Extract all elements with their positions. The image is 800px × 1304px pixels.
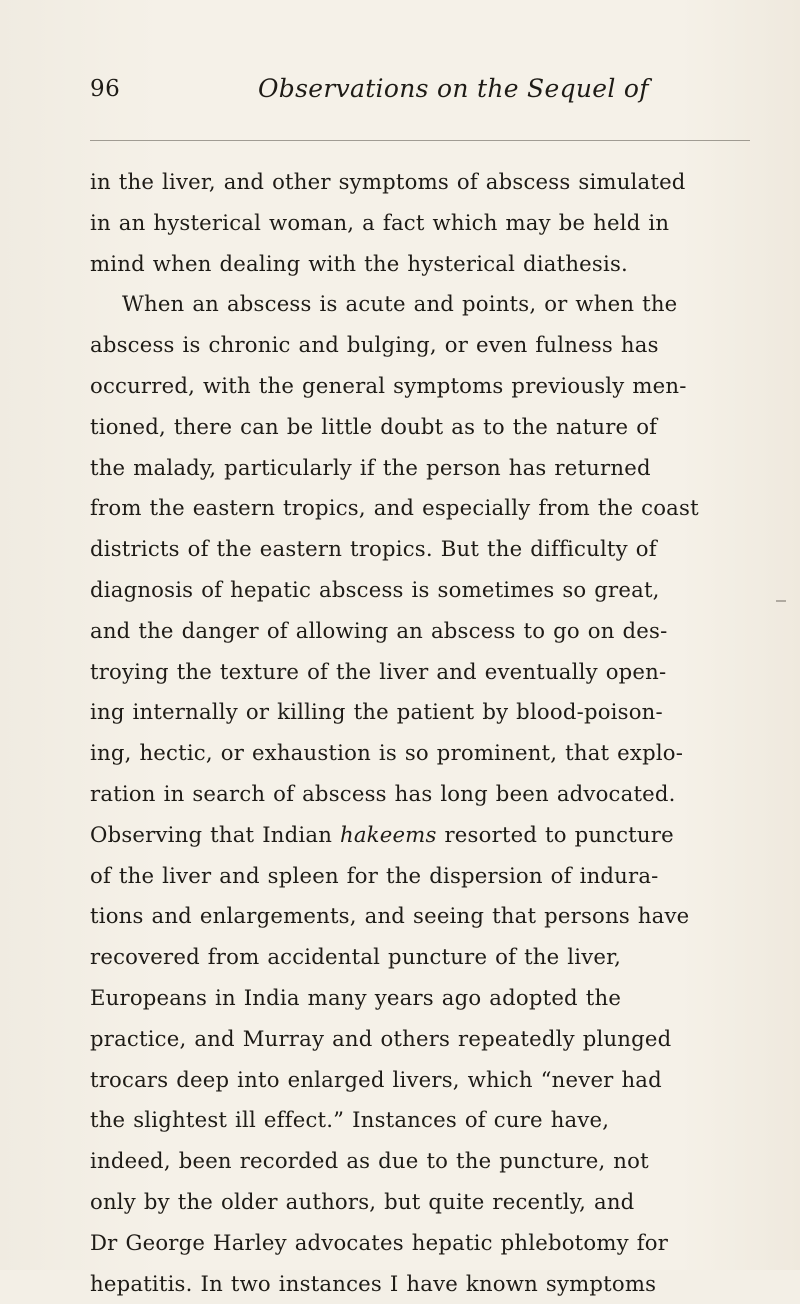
text-line — [90, 325, 770, 366]
text-segment: only by the older authors, but quite recently, and — [90, 1188, 635, 1214]
text-segment: the slightest ill effect.” Instances of cure have, — [90, 1107, 610, 1133]
text-line — [90, 1019, 770, 1060]
text-line — [90, 244, 770, 285]
text-segment: mind when dealing with the hysterical diathesis. — [90, 250, 628, 276]
text-segment: from the eastern tropics, and especially from the coast — [90, 495, 699, 521]
text-line — [90, 529, 770, 570]
margin-mark — [776, 600, 786, 602]
text-line — [90, 774, 770, 815]
text-segment: in an hysterical woman, a fact which may be held in — [90, 209, 670, 235]
text-segment: recovered from accidental puncture of the liver, — [90, 944, 622, 970]
italic-term: hakeems — [339, 821, 437, 847]
text-line — [90, 733, 770, 774]
text-segment: abscess is chronic and bulging, or even fulness has — [90, 332, 659, 358]
text-segment: the malady, particularly if the person has returned — [90, 454, 651, 480]
text-segment: practice, and Murray and others repeatedly plunged — [90, 1025, 672, 1051]
text-segment: When an abscess is acute and points, or when the — [122, 291, 678, 317]
text-line — [90, 284, 770, 325]
text-segment: troying the texture of the liver and eventually open- — [90, 658, 667, 684]
text-line — [90, 978, 770, 1019]
text-line — [90, 611, 770, 652]
text-line — [90, 1182, 770, 1223]
header-rule — [90, 140, 750, 141]
page-header — [90, 74, 750, 124]
text-segment: diagnosis of hepatic abscess is sometimes so great, — [90, 576, 660, 602]
text-segment: resorted to puncture — [436, 821, 674, 847]
text-segment: indeed, been recorded as due to the puncture, not — [90, 1148, 649, 1174]
text-line — [90, 162, 770, 203]
text-line — [90, 1060, 770, 1101]
text-line — [90, 366, 770, 407]
text-segment: Observing that Indian — [90, 821, 340, 847]
text-segment: trocars deep into enlarged livers, which “never had — [90, 1066, 662, 1092]
text-segment: ration in search of abscess has long been advocated. — [90, 780, 676, 806]
text-segment: hepatitis. In two instances I have known symptoms — [90, 1270, 657, 1296]
text-segment: of the liver and spleen for the dispersion of indura- — [90, 862, 659, 888]
text-line — [90, 856, 770, 897]
text-line — [90, 1100, 770, 1141]
text-line — [90, 488, 770, 529]
text-segment: Europeans in India many years ago adopted the — [90, 984, 622, 1010]
text-segment: and the danger of allowing an abscess to go on des- — [90, 617, 668, 643]
text-line — [90, 203, 770, 244]
text-segment: ing internally or killing the patient by blood-poison- — [90, 699, 663, 725]
text-segment: occurred, with the general symptoms previously men- — [90, 372, 687, 398]
text-segment: tions and enlargements, and seeing that persons have — [90, 903, 690, 929]
text-line — [90, 652, 770, 693]
text-line — [90, 896, 770, 937]
text-segment: in the liver, and other symptoms of abscess simulated — [90, 169, 686, 194]
text-line — [90, 692, 770, 733]
text-line — [90, 937, 770, 978]
page-number: 96 — [90, 76, 121, 102]
text-line — [90, 1141, 770, 1182]
text-line — [90, 815, 770, 856]
text-segment: ing, hectic, or exhaustion is so prominent, that explo- — [90, 740, 684, 766]
text-segment: districts of the eastern tropics. But the difficulty of — [90, 536, 657, 562]
text-line — [90, 407, 770, 448]
text-segment: Dr George Harley advocates hepatic phlebotomy for — [90, 1229, 669, 1255]
running-title: Observations on the Sequel of — [258, 74, 649, 103]
body-text — [90, 162, 770, 1304]
text-line — [90, 448, 770, 489]
text-line — [90, 570, 770, 611]
text-line — [90, 1223, 770, 1264]
text-segment: tioned, there can be little doubt as to the nature of — [90, 413, 658, 439]
